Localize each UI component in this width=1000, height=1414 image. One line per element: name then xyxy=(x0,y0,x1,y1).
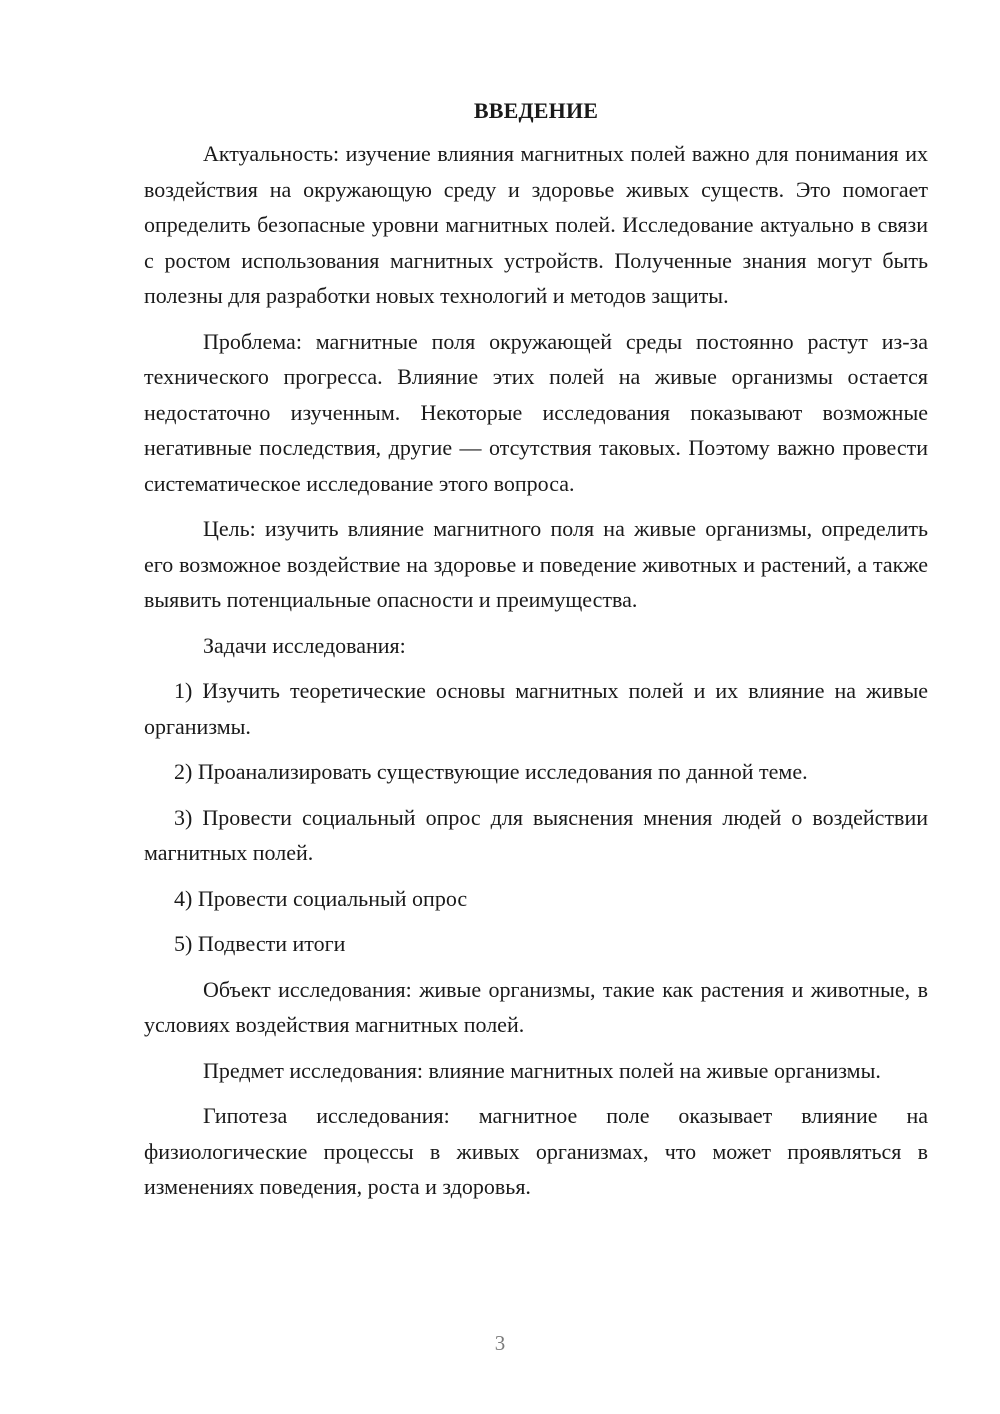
relevance-paragraph: Актуальность: изучение влияния магнитных полей важно для понимания их воздействия на окружающую среду и здоровье живых существ. Это помогает определить безопасные уровни магнитных полей. Исследование актуально в связи с ростом использования магнитных устройств. Полученные знания могут быть полезны для разработки новых технологий и методов защиты. xyxy=(144,141,928,308)
hypothesis-paragraph: Гипотеза исследования: магнитное поле оказывает влияние на физиологические процессы в живых организмах, что может проявляться в изменениях поведения, роста и здоровья. xyxy=(144,1103,928,1199)
tasks-heading: Задачи исследования: xyxy=(203,632,406,658)
task-item-3: 3) Провести социальный опрос для выяснения мнения людей о воздействии магнитных полей. xyxy=(144,804,928,865)
task-item-5: 5) Подвести итоги xyxy=(174,931,346,956)
subject-paragraph: Предмет исследования: влияние магнитных полей на живые организмы. xyxy=(203,1057,881,1083)
page-title: ВВЕДЕНИЕ xyxy=(473,98,599,123)
document-page xyxy=(144,96,928,1215)
object-paragraph: Объект исследования: живые организмы, такие как растения и животные, в условиях воздействия магнитных полей. xyxy=(144,976,928,1037)
task-item-2: 2) Проанализировать существующие исследования по данной теме. xyxy=(174,759,808,784)
problem-paragraph: Проблема: магнитные поля окружающей среды постоянно растут из-за технического прогресса. Влияние этих полей на живые организмы остается недостаточно изученным. Некоторые исследования показывают возможные негативные последствия, другие — отсутствия таковых. Поэтому важно провести систематическое исследование этого вопроса. xyxy=(144,328,928,496)
task-item-4: 4) Провести социальный опрос xyxy=(174,885,468,911)
page-number: 3 xyxy=(494,1331,506,1355)
goal-paragraph: Цель: изучить влияние магнитного поля на живые организмы, определить его возможное воздействие на здоровье и поведение животных и растений, а также выявить потенциальные опасности и преимущества. xyxy=(144,516,928,612)
task-item-1: 1) Изучить теоретические основы магнитных полей и их влияние на живые организмы. xyxy=(144,678,928,739)
